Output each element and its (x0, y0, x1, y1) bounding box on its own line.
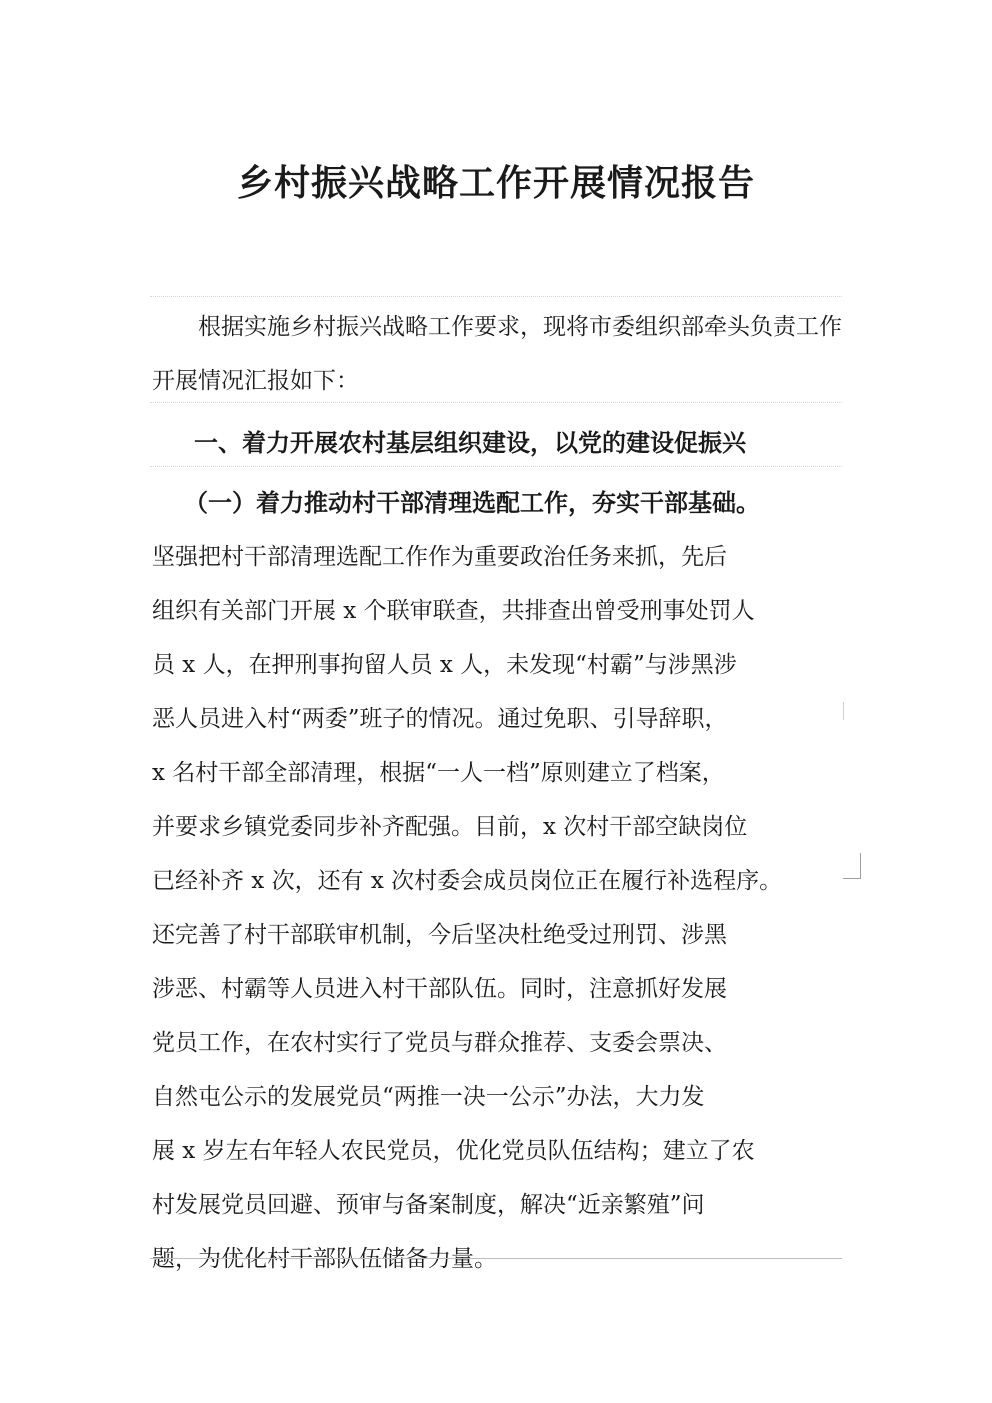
body-line: 还完善了村干部联审机制，今后坚决杜绝受过刑罚、涉黑 (152, 922, 727, 948)
body-line: 涉恶、村霸等人员进入村干部队伍。同时，注意抓好发展 (152, 976, 727, 1002)
intro-paragraph: 根据实施乡村振兴战略工作要求，现将市委组织部牵头负责工作开展情况汇报如下： (152, 314, 842, 394)
paragraph-corner-mark (843, 853, 861, 879)
document-title: 乡村振兴战略工作开展情况报告 (236, 162, 755, 204)
body-line: 并要求乡镇党委同步补齐配强。目前，x 次村干部空缺岗位 (152, 814, 748, 840)
intro-top-rule (150, 296, 842, 297)
body-paragraph (152, 476, 842, 1286)
section-bottom-rule (150, 466, 842, 467)
body-line: 题，为优化村干部队伍储备力量。 (152, 1246, 497, 1272)
body-line: 恶人员进入村“两委”班子的情况。通过免职、引导辞职， (152, 706, 728, 732)
body-line: 党员工作，在农村实行了党员与群众推荐、支委会票决、 (152, 1030, 727, 1056)
body-line: 自然屯公示的发展党员“两推一决一公示”办法，大力发 (152, 1084, 705, 1110)
intro-bottom-rule (150, 402, 842, 403)
section-heading: 一、着力开展农村基层组织建设，以党的建设促振兴 (194, 428, 746, 457)
body-line: 展 x 岁左右年轻人农民党员，优化党员队伍结构；建立了农 (152, 1138, 755, 1164)
body-line: 员 x 人，在押刑事拘留人员 x 人，未发现“村霸”与涉黑涉 (152, 652, 737, 678)
subsection-heading: （一）着力推动村干部清理选配工作，夯实干部基础。 (184, 488, 760, 517)
margin-tick-mark (843, 702, 844, 720)
body-line: 组织有关部门开展 x 个联审联查，共排查出曾受刑事处罚人 (152, 598, 755, 624)
body-line: 已经补齐 x 次，还有 x 次村委会成员岗位正在履行补选程序。 (152, 868, 783, 894)
body-line: 村发展党员回避、预审与备案制度，解决“近亲繁殖”问 (152, 1192, 705, 1218)
body-bottom-rule (150, 1258, 842, 1259)
body-line: x 名村干部全部清理，根据“一人一档”原则建立了档案， (152, 760, 725, 786)
body-line: 坚强把村干部清理选配工作作为重要政治任务来抓，先后 (152, 544, 727, 570)
